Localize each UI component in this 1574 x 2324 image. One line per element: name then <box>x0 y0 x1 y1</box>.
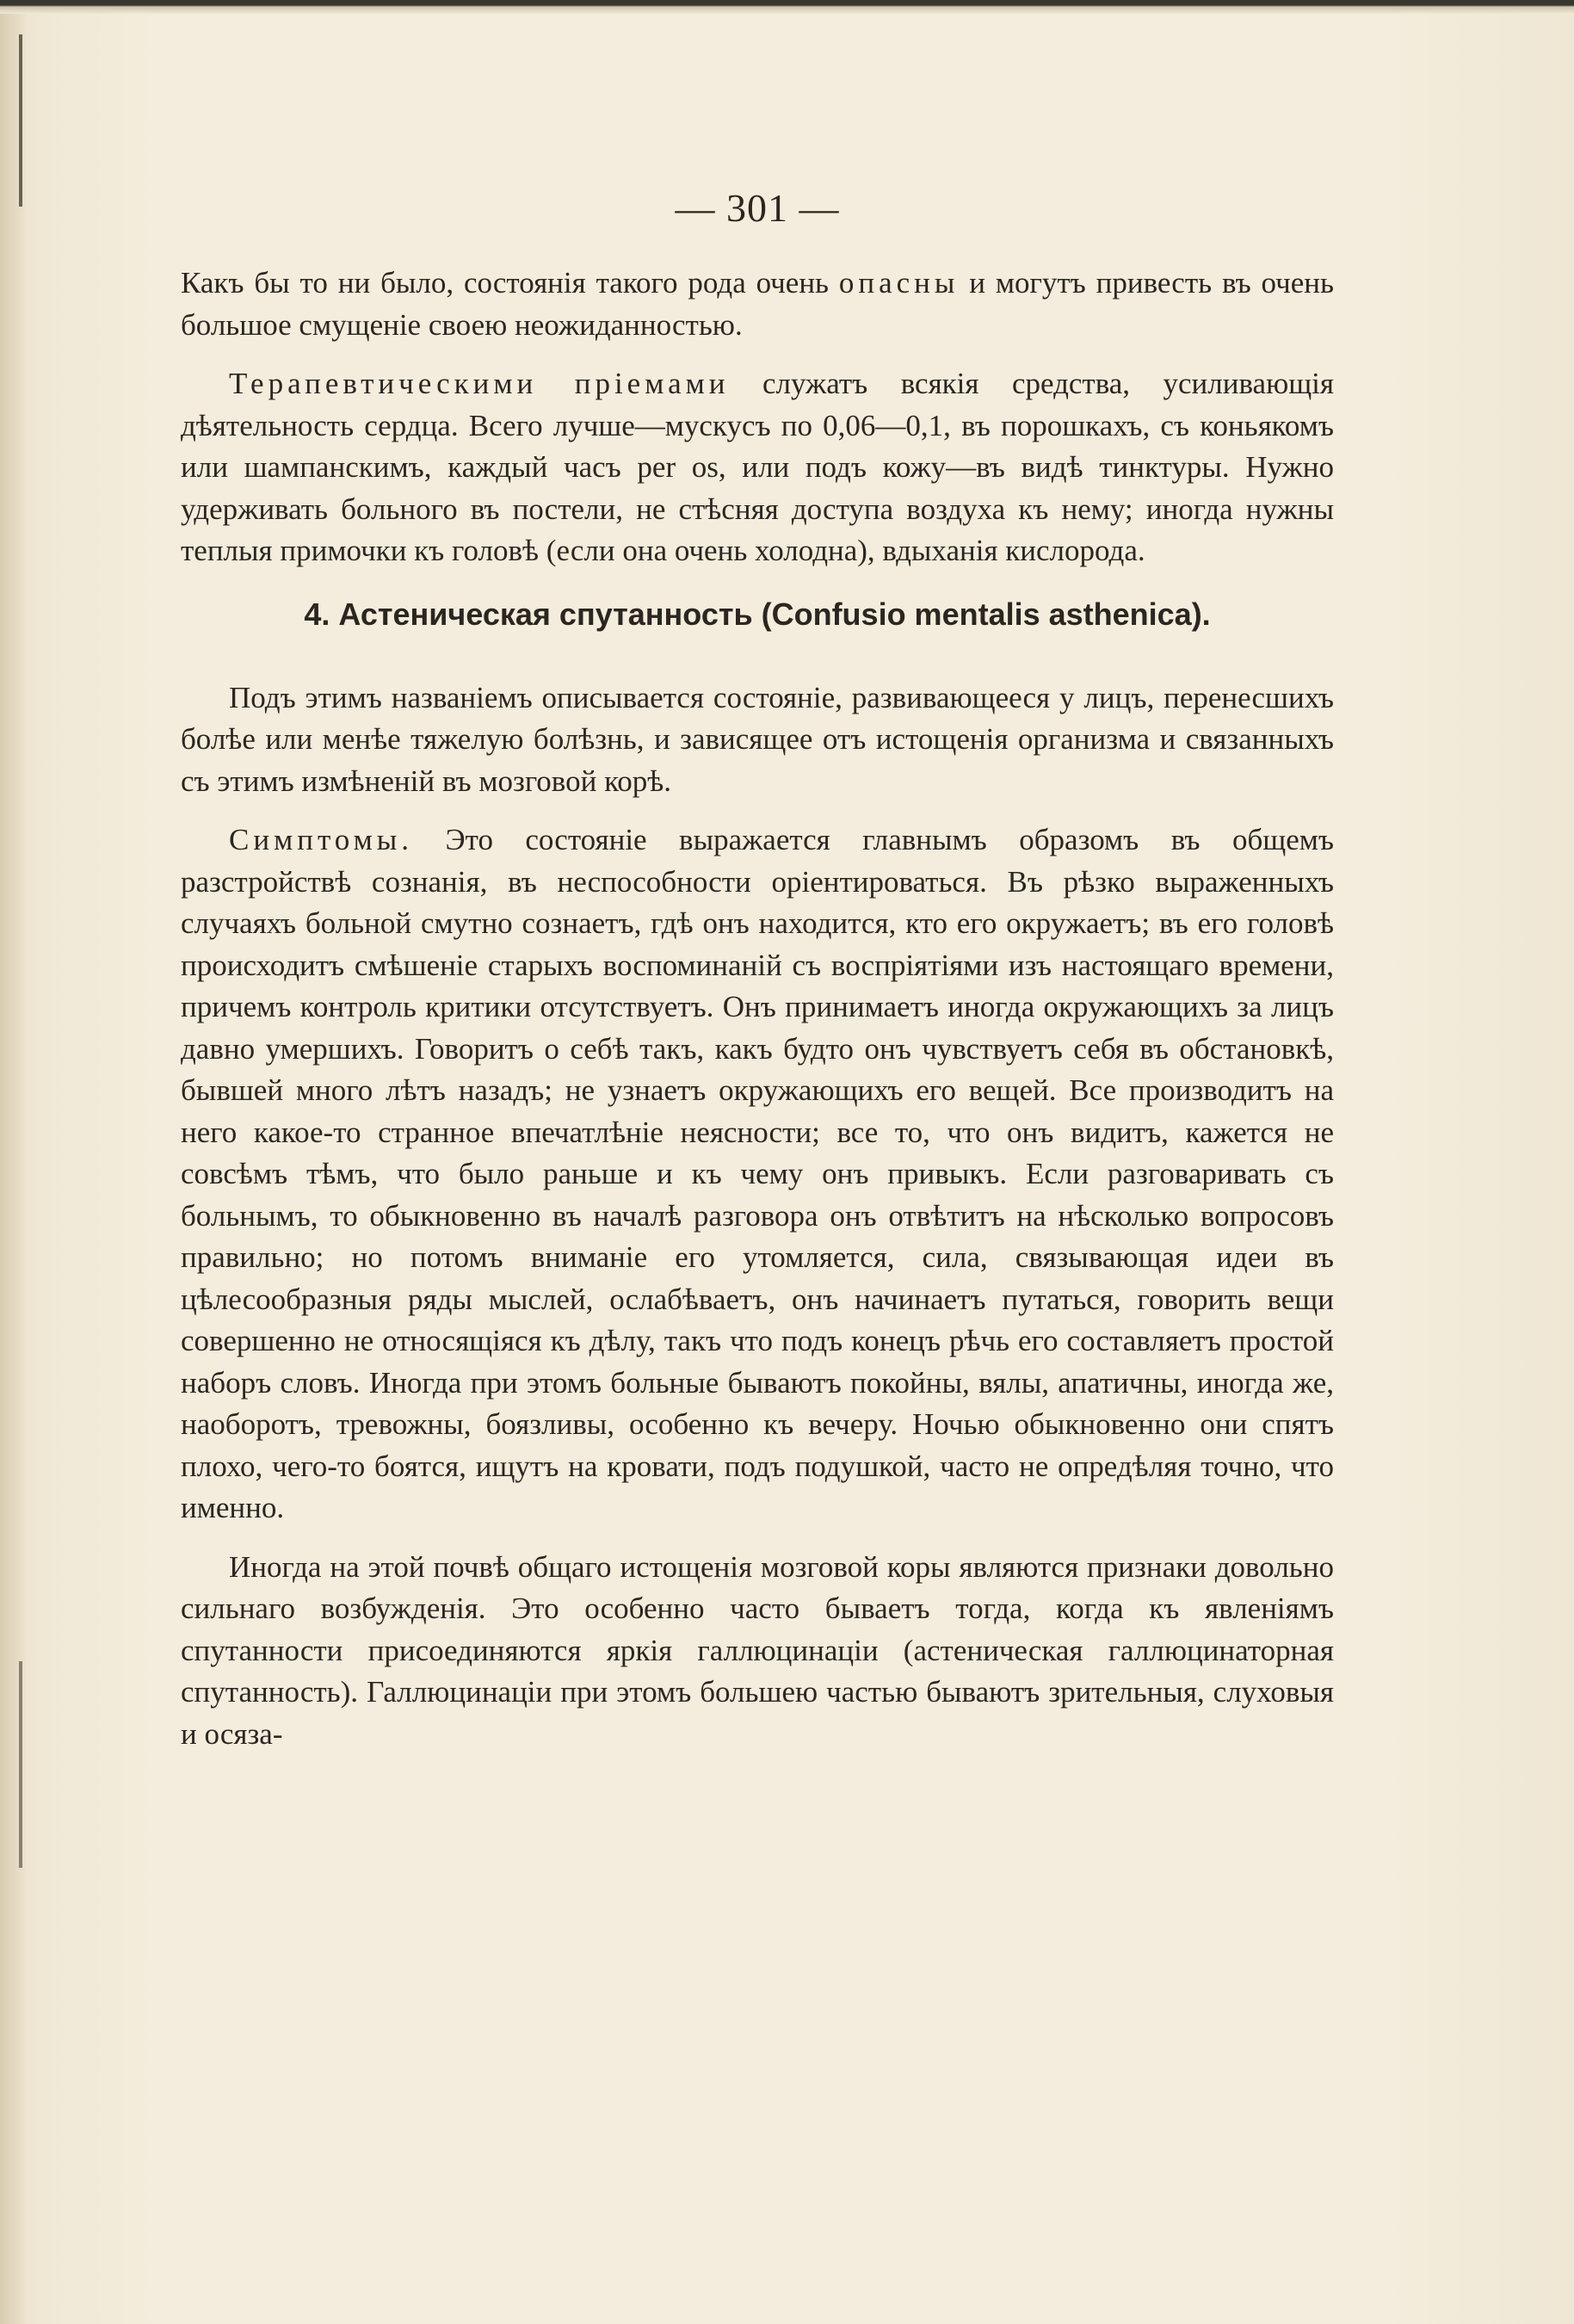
text-run: служатъ всякія средства, усиливающія дѣятельность сердца. Всего лучше—мускусъ по 0,06—0,1, въ порошкахъ, съ коньякомъ или шампанскимъ, каждый часъ per os, или подъ кожу—въ видѣ тинктуры. Нужно удерживать больного въ постели, не стѣсняя доступа воздуха къ нему; иногда нужны теплыя примочки къ головѣ (если она очень холодна), вдыханія кислорода. <box>181 367 1334 567</box>
text-run: Это состояніе выражается главнымъ образомъ въ общемъ разстройствѣ сознанія, въ неспособности оріентироваться. Въ рѣзко выраженныхъ случаяхъ больной смутно сознаетъ, гдѣ онъ находится, кто его окружаетъ; въ его головѣ происходитъ смѣшеніе старыхъ воспоминаній съ воспріятіями изъ настоящаго времени, причемъ контроль критики отсутствуетъ. Онъ принимаетъ иногда окружающихъ за лицъ давно умершихъ. Говоритъ о себѣ такъ, какъ будто онъ чувствуетъ себя въ обстановкѣ, бывшей много лѣтъ назадъ; не узнаетъ окружающихъ его вещей. Все производитъ на него какое-то странное впечатлѣніе неясности; все то, что онъ видитъ, кажется не совсѣмъ тѣмъ, что было раньше и къ чему онъ привыкъ. Если разговаривать съ больнымъ, то обыкновенно въ началѣ разговора онъ отвѣтитъ на нѣсколько вопросовъ правильно; но потомъ вниманіе его утомляется, сила, связывающая идеи въ цѣлесообразныя ряды мыслей, ослабѣваетъ, онъ начинаетъ путаться, говорить вещи совершенно не относящіяся къ дѣлу, такъ что подъ конецъ рѣчь его составляетъ простой наборъ словъ. Иногда при этомъ больные бываютъ покойны, вялы, апатичны, иногда же, наоборотъ, тревожны, боязливы, особенно къ вечеру. Ночью обыкновенно они спятъ плохо, чего-то боятся, ищутъ на кровати, подъ подушкой, часто не опредѣляя точно, что именно. <box>181 823 1334 1524</box>
page-number: — 301 — <box>675 186 840 230</box>
paragraph-5 <box>181 1547 1334 1756</box>
spaced-emphasis-run: опасны <box>838 266 960 300</box>
spaced-emphasis-run: Симптомы. <box>229 823 414 856</box>
section-heading <box>181 593 1334 636</box>
text-run: Иногда на этой почвѣ общаго истощенія мозговой коры являются признаки довольно сильнаго возбужденія. Это особенно часто бываетъ тогда, когда къ явленіямъ спутанности присоединяются яркія галлюцинаціи (астеническая галлюцинаторная спутанность). Галлюцинаціи при этомъ большею частью бываютъ зрительныя, слуховыя и осяза- <box>181 1549 1334 1751</box>
top-page-edge <box>0 0 1574 14</box>
binding-edge <box>0 0 26 2324</box>
paragraph-3 <box>181 677 1334 803</box>
paragraph-2 <box>181 363 1334 572</box>
text-run: и могутъ привесть въ очень большое смущеніе своею неожиданностью. <box>181 266 1334 342</box>
text-run: Какъ бы то ни было, состоянія такого рода очень <box>181 266 839 300</box>
section-title: Астеническая спутанность (Confusio mentalis asthenica). <box>338 596 1211 632</box>
section-number: 4. <box>304 596 330 632</box>
margin-mark-bottom <box>19 1661 22 1868</box>
text-column <box>181 263 1334 1772</box>
paragraph-1 <box>181 263 1334 346</box>
spaced-emphasis-run: Терапевтическими пріемами <box>229 367 730 400</box>
paragraph-4 <box>181 819 1334 1530</box>
margin-mark-top <box>19 34 22 207</box>
text-run: Подъ этимъ названіемъ описывается состояніе, развивающееся у лицъ, перенесшихъ болѣе или менѣе тяжелую болѣзнь, и зависящее отъ истощенія организма и связанныхъ съ этимъ измѣненій въ мозговой корѣ. <box>181 680 1334 798</box>
